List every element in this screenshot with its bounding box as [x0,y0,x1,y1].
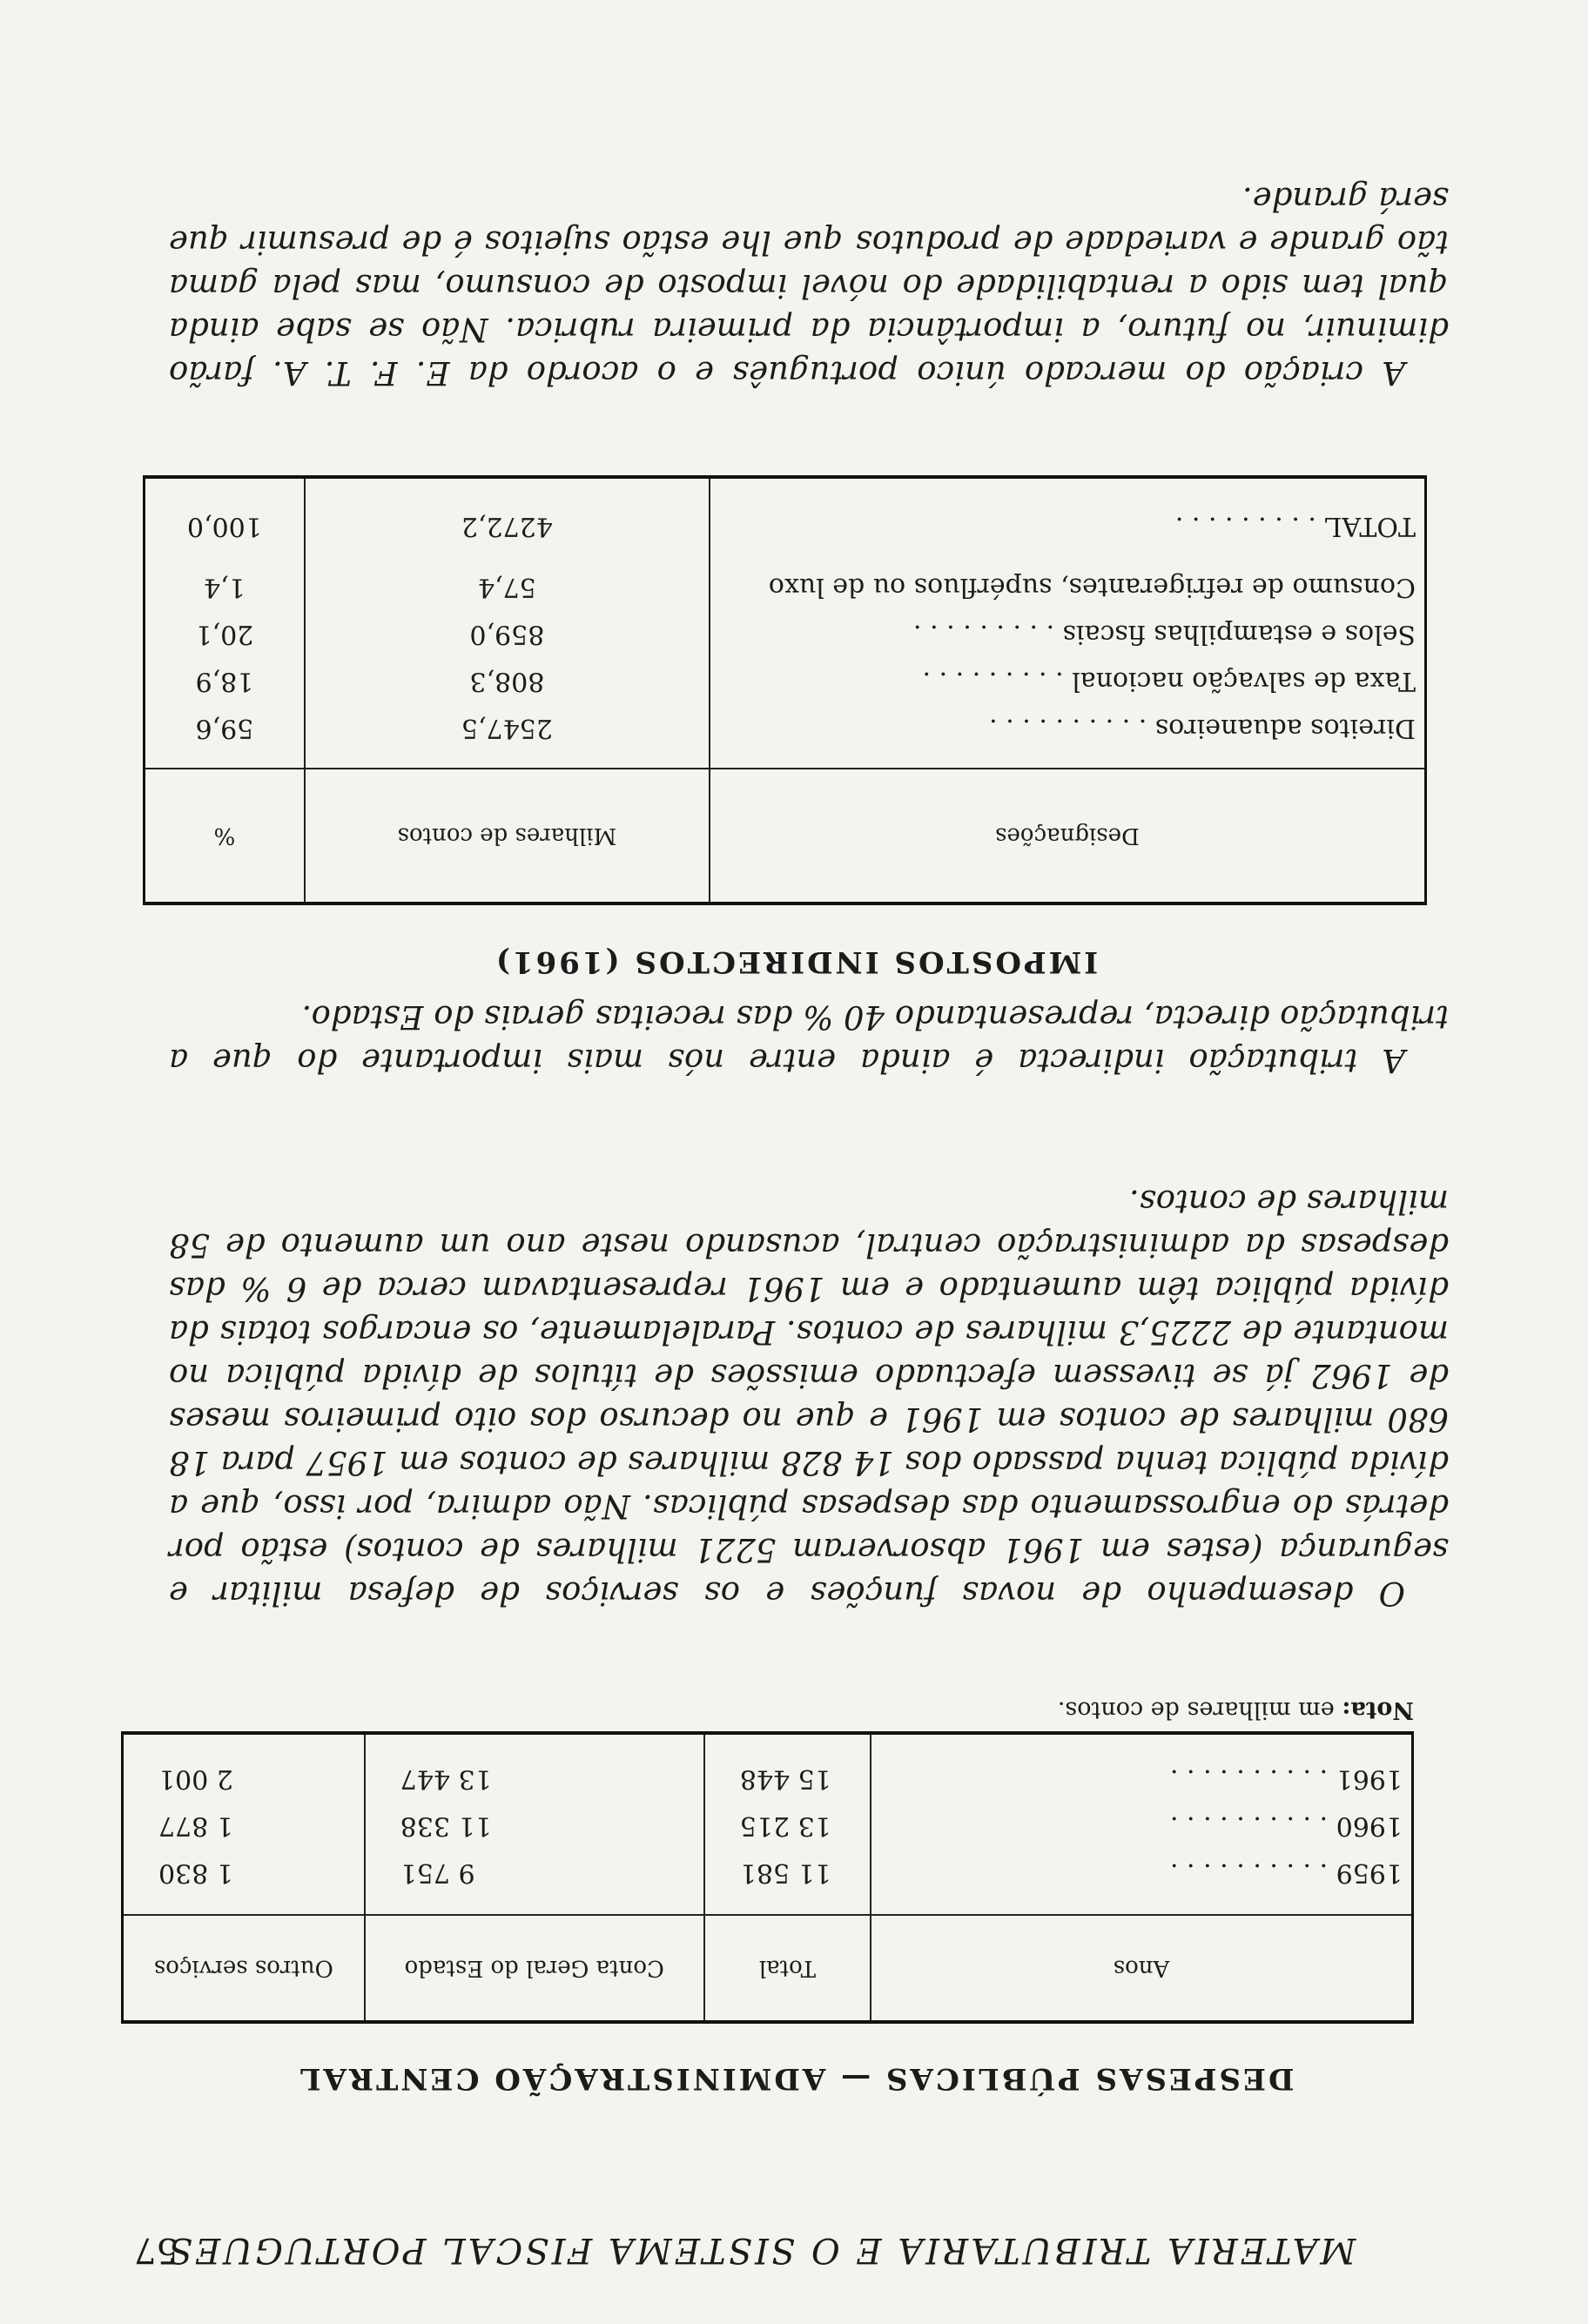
table-note [1058,1696,1414,1723]
total-percent-cell: 100,0 [145,477,305,550]
column-header-outros: Outros serviços [123,1915,365,2022]
page-number: 57 [134,2230,178,2270]
outros-cell: 1 830 [123,1850,365,1915]
note-label: Nota: [1342,1696,1414,1723]
total-label-cell: TOTAL . . . . . . . . . [1174,511,1416,542]
table-title-despesas: DESPESAS PÚBLICAS — ADMINISTRAÇÃO CENTRAL [297,2061,1295,2096]
paragraph-mercado-unico: A criação do mercado único português e o acordo da E. F. T. A. farão diminuir, no futuro, a importância da primeira rubrica. Não se sabe ainda qual tem sido a rentabilidade do nóvel imposto de consumo, mas pela gama tão grande e variedade de produtos que lhe estão sujeitos é de presumir que será grande. [169,180,1449,392]
year-cell: 1959 . . . . . . . . . . [1169,1857,1403,1889]
column-header-percent: % [145,769,305,903]
outros-cell: 2 001 [123,1733,365,1803]
total-cell: 13 215 [704,1803,871,1850]
column-header-designacoes: Designações [710,769,1426,903]
column-header-conta-geral: Conta Geral do Estado [365,1915,704,2022]
table-row [123,1803,1413,1850]
table-row [145,705,1426,769]
percent-cell: 18,9 [145,658,305,705]
conta-geral-cell: 9 751 [365,1850,704,1915]
value-cell: 859,0 [305,611,710,658]
designation-cell: Consumo de refrigerantes, supérfluos ou de luxo [768,572,1416,603]
year-cell: 1960 . . . . . . . . . . [1169,1810,1403,1842]
table-spacer-row [145,550,1426,564]
value-cell: 808,3 [305,658,710,705]
table-row [123,1850,1413,1915]
total-cell: 15 448 [704,1733,871,1803]
conta-geral-cell: 11 338 [365,1803,704,1850]
designation-cell: Direitos aduaneiros . . . . . . . . . . [989,713,1416,744]
designation-cell: Taxa de salvação nacional . . . . . . . . . [922,666,1416,697]
column-header-total: Total [704,1915,871,2022]
table-despesas-publicas [121,1731,1414,2024]
table-title-impostos: IMPOSTOS INDIRECTOS (1961) [493,944,1099,979]
column-header-anos: Anos [871,1915,1413,2022]
percent-cell: 1,4 [145,564,305,611]
table-row [145,564,1426,611]
total-cell: 11 581 [704,1850,871,1915]
table-impostos-indirectos [143,475,1427,905]
total-value-cell: 4272,2 [305,477,710,550]
percent-cell: 59,6 [145,705,305,769]
paragraph-tributacao-indirecta: A tributação indirecta é ainda entre nós mais importante do que a tributação directa, representando 40 % das receitas gerais do Estado. [169,998,1449,1079]
designation-cell: Selos e estampilhas fiscais . . . . . . . . . [913,619,1416,650]
paragraph-defesa-divida: O desempenho de novas funções e os serviços de defesa militar e segurança (estes em 1961 absorveram 5221 milhares de contos) estão por detrás do engrossamento das despesas públicas. Não admira, por isso, que a dívida pública tenha passado dos 14 828 milhares de contos em 1957 para 18 680 milhares de contos em 1961 e que no decurso dos oito primeiros meses de 1962 já se tivessem efectuado emissões de títulos de dívida pública no montante de 2225,3 milhares de contos. Paralelamente, os encargos totais da dívida pública têm aumentado e em 1961 representavam cerca de 6 % das despesas da administração central, acusando neste ano um aumento de 58 milhares de contos. [169,1183,1449,1612]
table-total-row [145,477,1426,550]
table-header-row [145,769,1426,903]
value-cell: 2547,5 [305,705,710,769]
note-text: em milhares de contos. [1057,1696,1335,1723]
table-row [145,611,1426,658]
year-cell: 1961 . . . . . . . . . . [1169,1763,1403,1795]
outros-cell: 1 877 [123,1803,365,1850]
table-header-row [123,1915,1413,2022]
column-header-milhares: Milhares de contos [305,769,710,903]
table-row [123,1733,1413,1803]
value-cell: 57,4 [305,564,710,611]
running-title: MATERIA TRIBUTARIA E O SISTEMA FISCAL PORTUGUES [165,2230,1356,2270]
conta-geral-cell: 13 447 [365,1733,704,1803]
percent-cell: 20,1 [145,611,305,658]
table-row [145,658,1426,705]
